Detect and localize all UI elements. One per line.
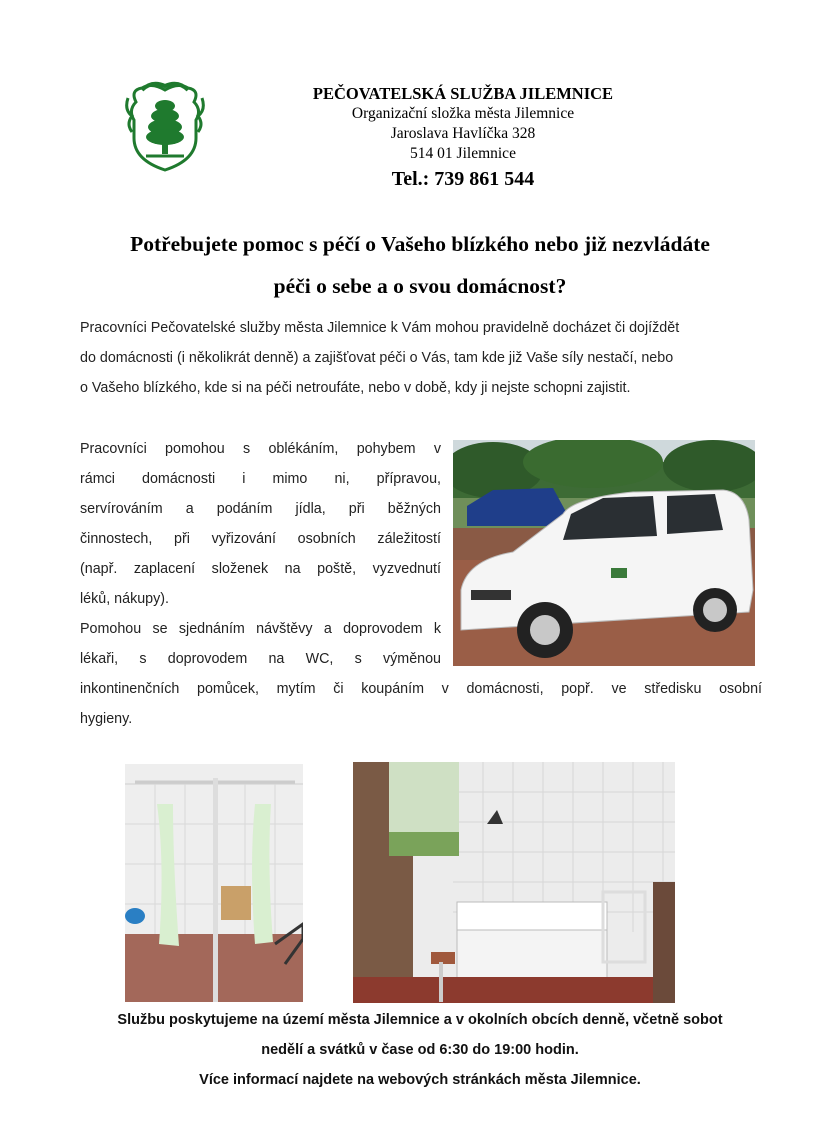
intro-line: Pracovníci Pečovatelské služby města Jilemnice k Vám mohou pravidelně docházet či dojíždět [80, 320, 680, 336]
services-line: Pomohou se sjednáním návštěvy a doprovodem k [80, 621, 441, 637]
intro-line: do domácnosti (i několikrát denně) a zajišťovat péči o Vás, tam kde již Vaše síly nestačí, nebo [80, 350, 674, 366]
services-line: léků, nákupy). [80, 591, 170, 607]
services-line: činnostech, při vyřizování osobních záležitostí [80, 531, 441, 547]
organization-subtitle: Organizační složka města Jilemnice [351, 105, 575, 122]
phone-number: Tel.: 739 861 544 [391, 168, 535, 190]
footer-line-1: Službu poskytujeme na území města Jilemnice a v okolních obcích denně, včetně sobot [117, 1012, 723, 1028]
services-line: Pracovníci pomohou s oblékáním, pohybem v [80, 441, 441, 457]
footer-line-2: nedělí a svátků v čase od 6:30 do 19:00 hodin. [261, 1042, 579, 1058]
services-line: lékaři, s doprovodem na WC, s výměnou [80, 651, 441, 667]
address-city: 514 01 Jilemnice [410, 145, 516, 162]
headline-line-1: Potřebujete pomoc s péčí o Vašeho blízkého nebo již nezvládáte [130, 232, 710, 256]
bathroom-photo [353, 762, 675, 1003]
organization-name: PEČOVATELSKÁ SLUŽBA JILEMNICE [312, 84, 614, 103]
services-line: (např. zaplacení složenek na poště, vyzvednutí [80, 561, 441, 577]
services-line: inkontinenčních pomůcek, mytím či koupáním v domácnosti, popř. ve středisku osobní [80, 681, 762, 697]
intro-paragraph [80, 313, 762, 403]
shower-room-photo [125, 764, 303, 1002]
services-line: rámci domácnosti i mimo ni, přípravou, [80, 471, 441, 487]
services-line: servírováním a podáním jídla, při běžných [80, 501, 441, 517]
footer-line-3: Více informací najdete na webových stránkách města Jilemnice. [199, 1072, 641, 1088]
intro-line: o Vašeho blízkého, kde si na péči netroufáte, nebo v době, kdy ji nejste schopni zajistit. [80, 380, 631, 396]
headline-line-2: péči o sebe a o svou domácnost? [273, 274, 567, 298]
address-street: Jaroslava Havlíčka 328 [390, 125, 536, 142]
services-line: hygieny. [80, 711, 133, 727]
car-photo [453, 440, 755, 666]
organization-header [290, 84, 636, 193]
jilemnice-coat-of-arms-tree-icon [122, 80, 208, 174]
